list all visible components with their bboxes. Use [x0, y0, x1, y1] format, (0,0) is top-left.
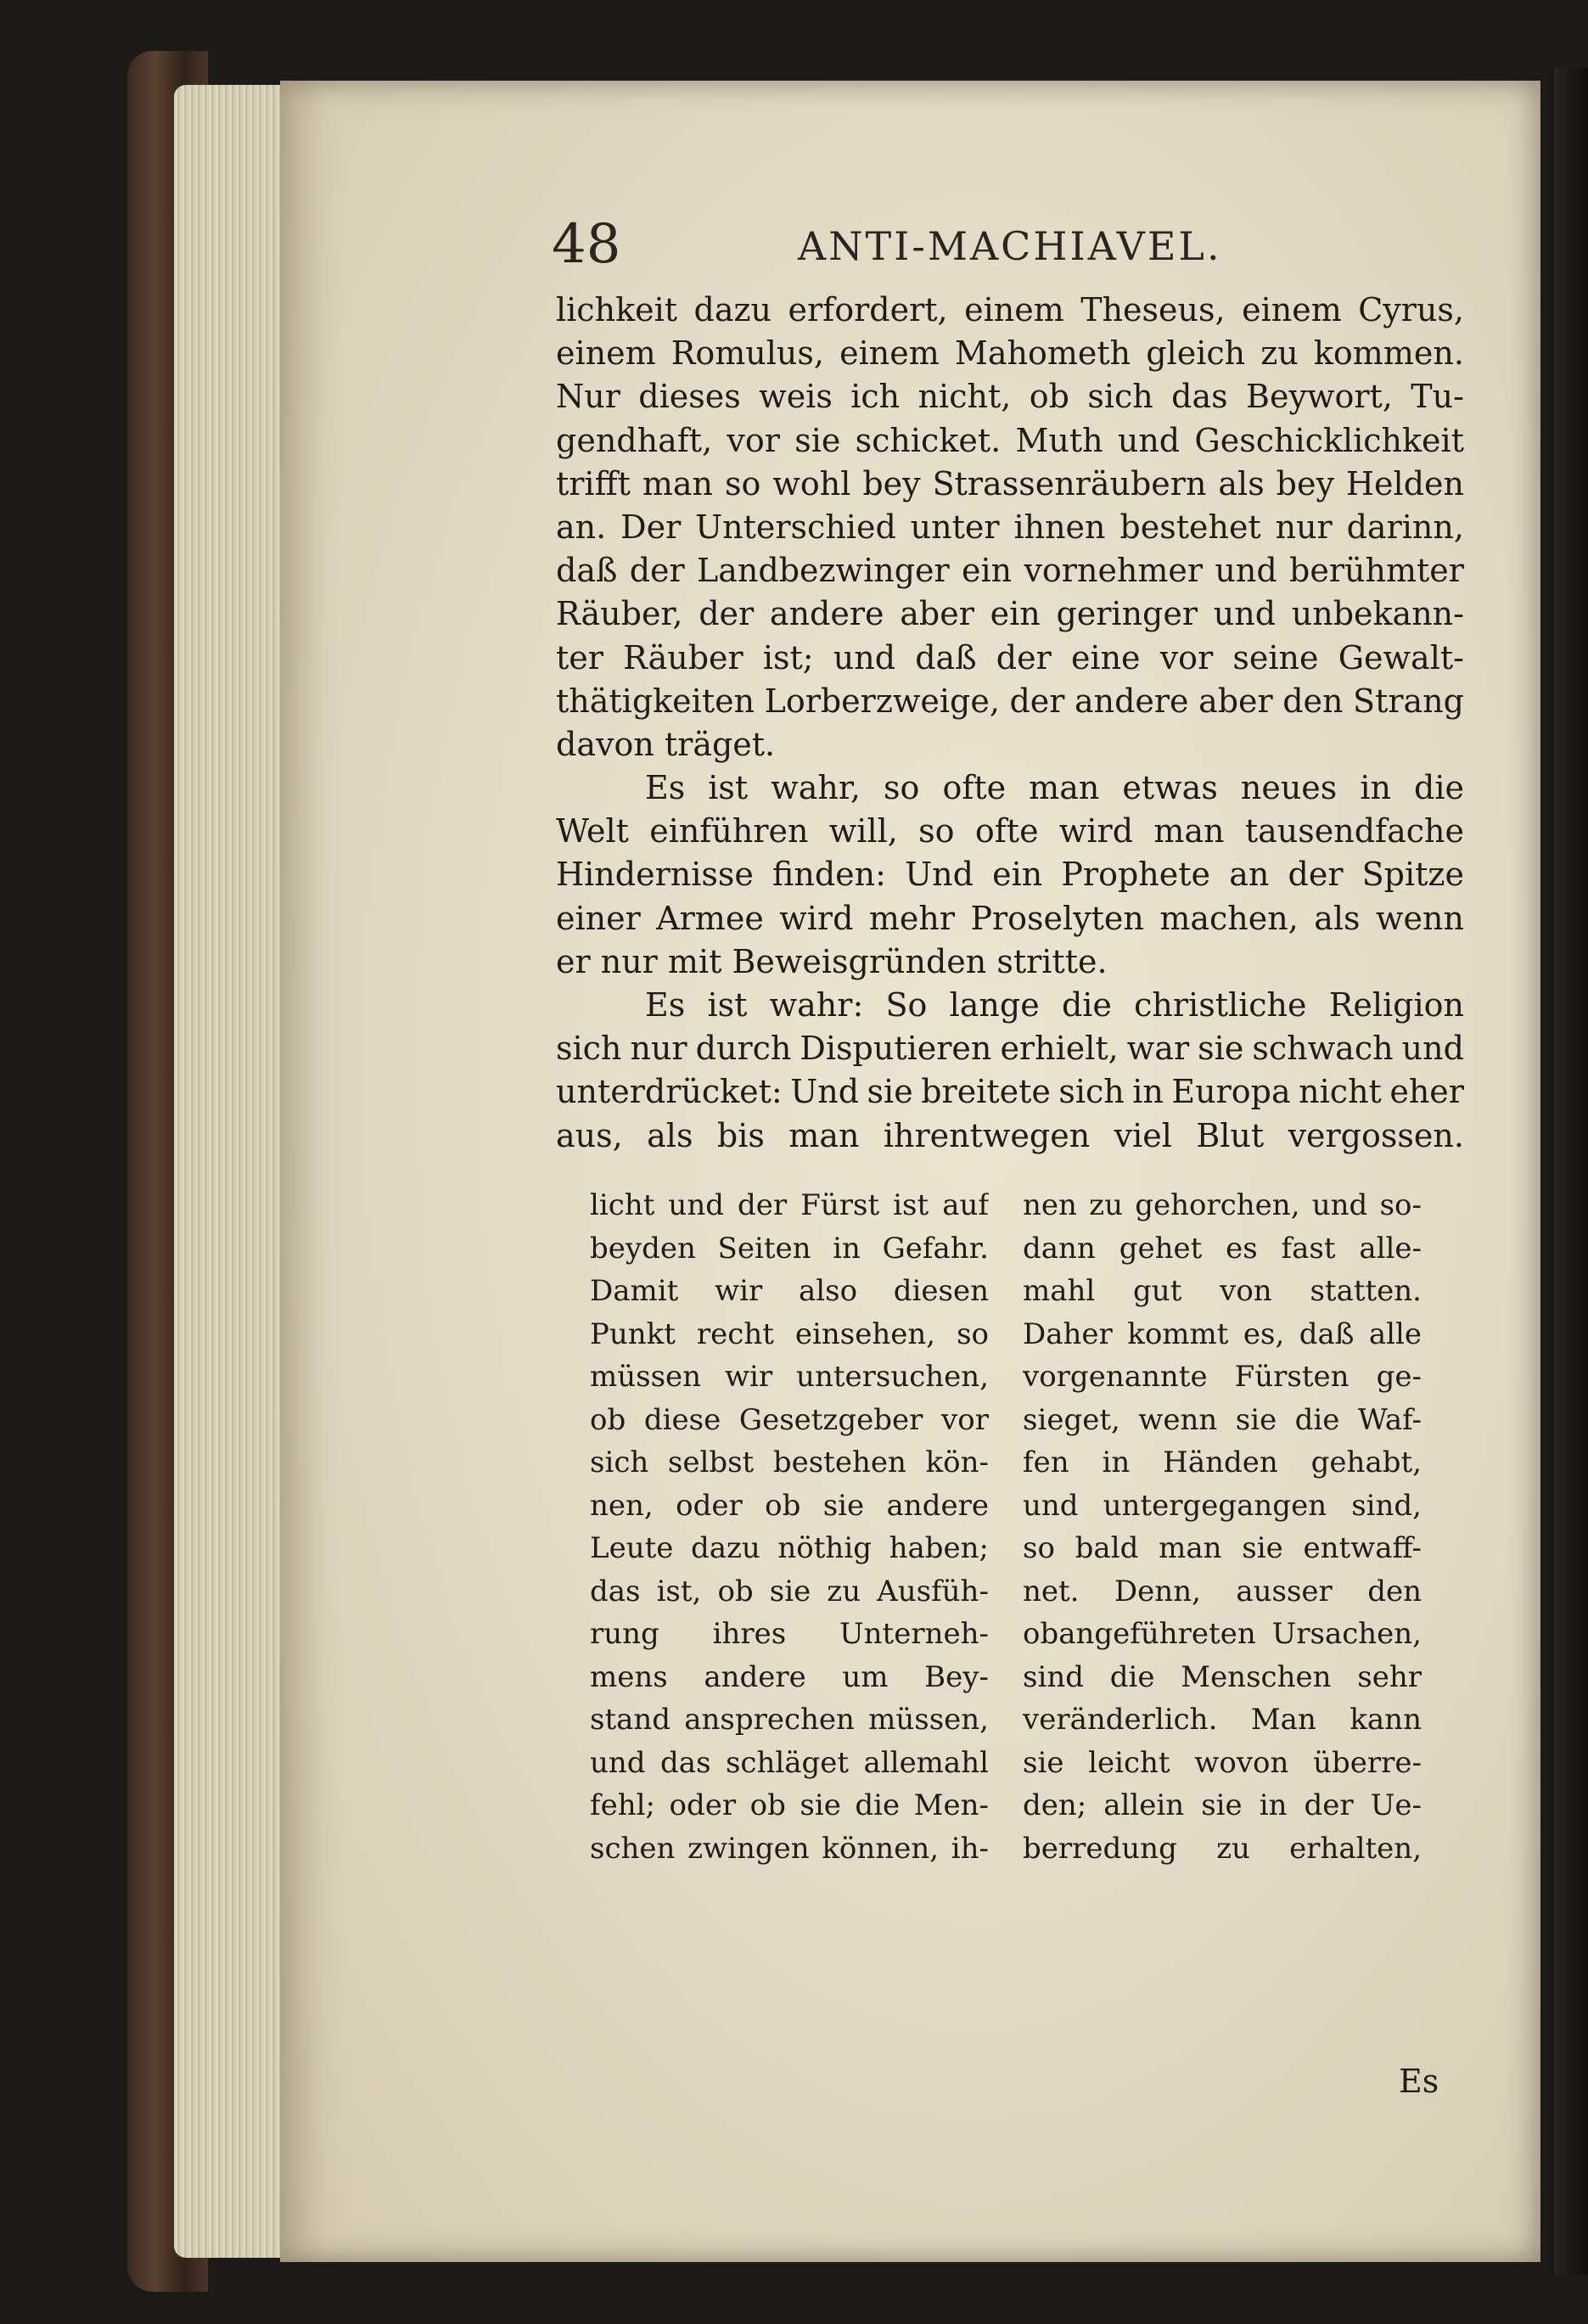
footnote-line: net. Denn, ausser den — [1023, 1574, 1422, 1608]
footnote-line: und untergegangen sind, — [1023, 1488, 1422, 1523]
text-line: Nur dieses weis ich nicht, ob sich das Beywort, Tu- — [556, 378, 1464, 416]
text-line: unterdrücket: Und sie breitete sich in Europa nicht eher — [556, 1073, 1464, 1111]
text-line: davon träget. — [556, 725, 776, 763]
main-text-block — [556, 289, 1464, 1158]
footnote-line: mahl gut von statten. — [1023, 1274, 1422, 1308]
text-line: lichkeit dazu erfordert, einem Theseus, einem Cyrus, — [556, 291, 1464, 328]
footnote-line: beyden Seiten in Gefahr. — [590, 1231, 989, 1266]
text-line: thätigkeiten Lorberzweige, der andere aber den Strang — [556, 682, 1464, 720]
footnote-line: fehl; oder ob sie die Men- — [590, 1788, 989, 1822]
footnote-line: sind die Menschen sehr — [1023, 1659, 1422, 1694]
footnote-line: fen in Händen gehabt, — [1023, 1445, 1422, 1479]
text-line: trifft man so wohl bey Strassenräubern als bey Helden — [556, 464, 1464, 502]
page-number: 48 — [552, 213, 621, 276]
text-line: Es ist wahr: So lange die christliche Religion — [645, 986, 1464, 1024]
text-line: daß der Landbezwinger ein vornehmer und berühmter — [556, 552, 1464, 590]
text-line: Räuber, der andere aber ein geringer und unbekann- — [556, 595, 1464, 633]
text-line: aus, als bis man ihrentwegen viel Blut vergossen. — [556, 1116, 1464, 1154]
text-line: Hindernisse finden: Und ein Prophete an der Spitze — [556, 856, 1464, 894]
footnote-line: sich selbst bestehen kön- — [590, 1445, 989, 1479]
page-gutter — [1554, 68, 1588, 2275]
footnote-line: das ist, ob sie zu Ausfüh- — [590, 1574, 989, 1608]
text-line: einer Armee wird mehr Proselyten machen, als wenn — [556, 899, 1464, 937]
text-line: gendhaft, vor sie schicket. Muth und Geschicklichkeit — [556, 421, 1464, 459]
running-head — [552, 211, 1443, 278]
column-divider — [577, 1165, 1451, 1166]
footnote-line: Punkt recht einsehen, so — [590, 1316, 989, 1351]
footnote-column-right — [1023, 1184, 1422, 1870]
footnote-line: den; allein sie in der Ue- — [1023, 1788, 1422, 1822]
text-line: sich nur durch Disputieren erhielt, war sie schwach und — [556, 1030, 1464, 1068]
text-line: Es ist wahr, so ofte man etwas neues in die — [645, 769, 1464, 807]
footnote-line: müssen wir untersuchen, — [590, 1360, 989, 1394]
text-line: er nur mit Beweisgründen stritte. — [556, 942, 1108, 980]
footnote-line: stand ansprechen müssen, — [590, 1703, 989, 1737]
footnote-line: sieget, wenn sie die Waf- — [1023, 1402, 1422, 1437]
text-line: einem Romulus, einem Mahometh gleich zu kommen. — [556, 334, 1464, 373]
footnote-line: vorgenannte Fürsten ge- — [1023, 1360, 1422, 1394]
footnote-line: obangeführeten Ursachen, — [1023, 1617, 1422, 1651]
footnote-line: und das schläget allemahl — [590, 1745, 989, 1780]
footnote-line: ob diese Gesetzgeber vor — [590, 1402, 989, 1437]
text-line: Welt einführen will, so ofte wird man tausendfache — [556, 812, 1464, 850]
footnote-line: licht und der Fürst ist auf — [590, 1188, 989, 1222]
footnote-line: dann gehet es fast alle- — [1023, 1231, 1422, 1266]
footnote-line: Daher kommt es, daß alle — [1023, 1316, 1422, 1351]
text-line: an. Der Unterschied unter ihnen bestehet nur darinn, — [556, 508, 1464, 546]
running-title: ANTI-MACHIAVEL. — [798, 223, 1222, 269]
footnote-line: sie leicht wovon überre- — [1023, 1745, 1422, 1780]
footnote-line: so bald man sie entwaff- — [1023, 1531, 1422, 1565]
footnote-line: mens andere um Bey- — [590, 1659, 989, 1694]
footnote-line: Damit wir also diesen — [590, 1274, 989, 1308]
footnote-line: nen, oder ob sie andere — [590, 1488, 989, 1523]
footnote-line: rung ihres Unterneh- — [590, 1617, 989, 1651]
footnote-line: Leute dazu nöthig haben; — [590, 1531, 989, 1565]
footnote-line: berredung zu erhalten, — [1023, 1831, 1422, 1866]
catchword: Es — [1399, 2063, 1439, 2100]
footnote-line: schen zwingen können, ih- — [590, 1831, 989, 1866]
footnote-line: veränderlich. Man kann — [1023, 1703, 1422, 1737]
footnote-line: nen zu gehorchen, und so- — [1023, 1188, 1422, 1222]
footnote-column-left — [590, 1184, 989, 1870]
text-line: ter Räuber ist; und daß der eine vor seine Gewalt- — [556, 638, 1464, 676]
